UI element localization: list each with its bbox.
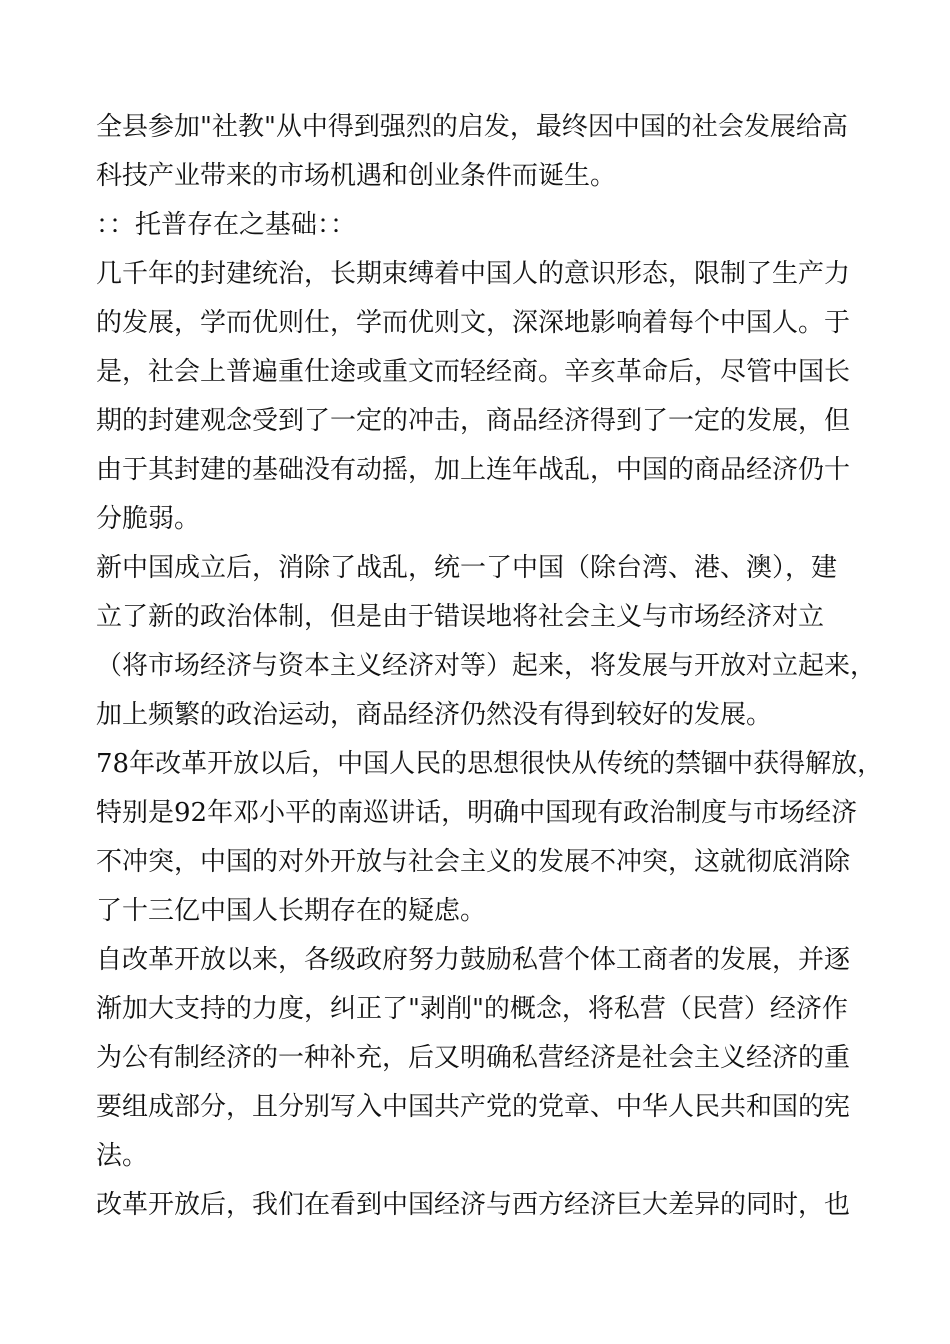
text-line: 分脆弱。 xyxy=(96,504,201,534)
text-line: 新中国成立后，消除了战乱，统一了中国（除台湾、港、澳），建 xyxy=(96,553,838,583)
paragraph xyxy=(96,740,884,936)
text-line: 几千年的封建统治，长期束缚着中国人的意识形态，限制了生产力 xyxy=(96,259,851,289)
text-line: 的发展，学而优则仕，学而优则文，深深地影响着每个中国人。于 xyxy=(96,308,851,338)
text-line: 期的封建观念受到了一定的冲击，商品经济得到了一定的发展，但 xyxy=(96,406,851,436)
text-line: （将市场经济与资本主义经济对等）起来，将发展与开放对立起来， xyxy=(96,651,877,681)
text-line: 是，社会上普遍重仕途或重文而轻经商。辛亥革命后，尽管中国长 xyxy=(96,357,851,387)
text-line: 了十三亿中国人长期存在的疑虑。 xyxy=(96,896,487,926)
text-line: 要组成部分，且分别写入中国共产党的党章、中华人民共和国的宪 xyxy=(96,1092,851,1122)
text-line: 由于其封建的基础没有动摇，加上连年战乱，中国的商品经济仍十 xyxy=(96,455,851,485)
text-line: 特别是92年邓小平的南巡讲话，明确中国现有政治制度与市场经济 xyxy=(96,798,858,828)
text-line: 科技产业带来的市场机遇和创业条件而诞生。 xyxy=(96,161,617,191)
text-line: 全县参加"社教"从中得到强烈的启发，最终因中国的社会发展给高 xyxy=(96,112,848,142)
text-line: 自改革开放以来，各级政府努力鼓励私营个体工商者的发展，并逐 xyxy=(96,945,851,975)
text-line: 为公有制经济的一种补充，后又明确私营经济是社会主义经济的重 xyxy=(96,1043,851,1073)
document-body xyxy=(96,103,884,1230)
text-line: 加上频繁的政治运动，商品经济仍然没有得到较好的发展。 xyxy=(96,700,773,730)
heading-text: ：：托普存在之基础：： xyxy=(96,210,357,240)
text-line: 法。 xyxy=(96,1141,149,1171)
text-line: 78年改革开放以后，中国人民的思想很快从传统的禁锢中获得解放， xyxy=(96,749,884,779)
paragraph xyxy=(96,936,864,1181)
text-line: 立了新的政治体制，但是由于错误地将社会主义与市场经济对立 xyxy=(96,602,825,632)
paragraph xyxy=(96,1181,864,1230)
paragraph xyxy=(96,103,864,201)
section-heading xyxy=(96,201,864,250)
text-line: 渐加大支持的力度，纠正了"剥削"的概念，将私营（民营）经济作 xyxy=(96,994,848,1024)
paragraph xyxy=(96,544,877,740)
paragraph xyxy=(96,250,864,544)
text-line: 改革开放后，我们在看到中国经济与西方经济巨大差异的同时，也 xyxy=(96,1190,851,1220)
text-line: 不冲突，中国的对外开放与社会主义的发展不冲突，这就彻底消除 xyxy=(96,847,851,877)
